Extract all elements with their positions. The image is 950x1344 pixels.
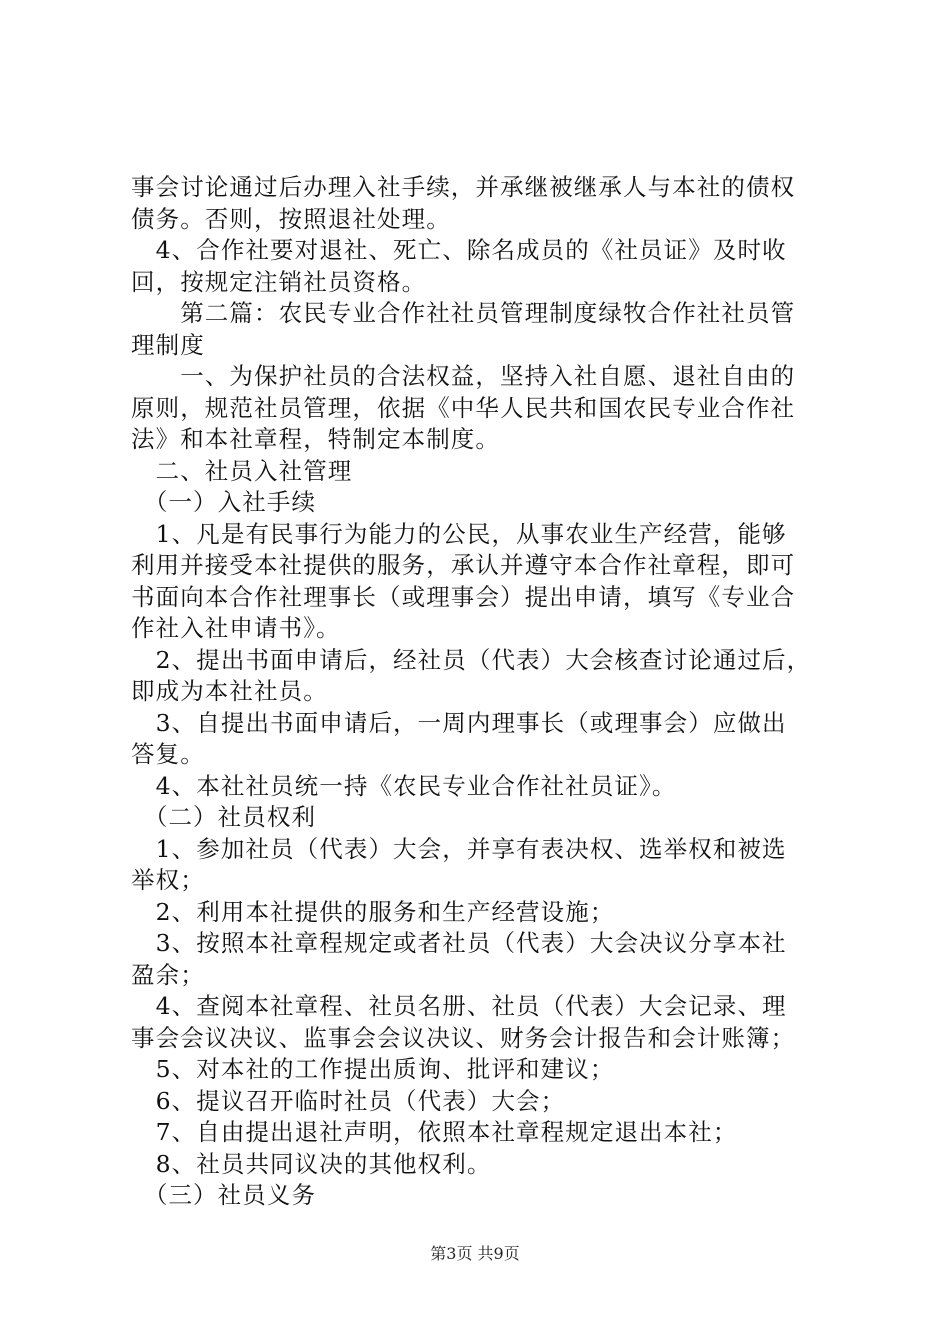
text-line: 2、利用本社提供的服务和生产经营设施； (131, 897, 615, 926)
text-line: 事会会议决议、监事会会议决议、财务会计报告和会计账簿； (131, 1023, 796, 1052)
text-line: 举权； (131, 866, 205, 894)
text-line: 利用并接受本社提供的服务，承认并遵守本合作社章程，即可 (131, 551, 796, 579)
text-line: 7、自由提出退社声明，依照本社章程规定退出本社； (131, 1118, 738, 1146)
text-line: 2、提出书面申请后，经社员（代表）大会核查讨论通过后， (131, 645, 812, 674)
subheading: 二、社员入社管理 (131, 456, 353, 485)
text-line: 债务。否则，按照退社处理。 (131, 204, 451, 233)
text-line: 5、对本社的工作提出质询、批评和建议； (131, 1055, 615, 1083)
text-line: 作社入社申请书》。 (131, 614, 341, 642)
text-line: 1、凡是有民事行为能力的公民，从事农业生产经营，能够 (131, 519, 787, 548)
document-body (131, 172, 841, 1212)
text-line: 3、按照本社章程规定或者社员（代表）大会决议分享本社 (131, 929, 787, 957)
text-line: 8、社员共同议决的其他权利。 (131, 1149, 492, 1178)
text-line: 4、合作社要对退社、死亡、除名成员的《社员证》及时收 (131, 236, 787, 264)
text-line: 回，按规定注销社员资格。 (131, 267, 427, 296)
subheading: （二）社员权利 (131, 803, 317, 831)
subheading: （三）社员义务 (131, 1181, 317, 1209)
text-line: 1、参加社员（代表）大会，并享有表决权、选举权和被选 (131, 834, 787, 863)
text-line: 6、提议召开临时社员（代表）大会； (131, 1086, 566, 1115)
subheading: （一）入社手续 (131, 488, 317, 516)
text-line: 答复。 (131, 740, 205, 768)
text-line: 4、本社社员统一持《农民专业合作社社员证》。 (131, 771, 677, 800)
text-line: 盈余； (131, 960, 205, 989)
text-line: 4、查阅本社章程、社员名册、社员（代表）大会记录、理 (131, 992, 787, 1020)
text-line: 事会讨论通过后办理入社手续，并承继被继承人与本社的债权 (131, 173, 796, 201)
text-line: 法》和本社章程，特制定本制度。 (131, 425, 500, 453)
text-line: 原则，规范社员管理，依据《中华人民共和国农民专业合作社 (131, 393, 796, 422)
section-heading: 第二篇：农民专业合作社社员管理制度绿牧合作社社员管 (131, 299, 796, 327)
text-line: 即成为本社社员。 (131, 677, 328, 705)
text-line: 一、为保护社员的合法权益，坚持入社自愿、退社自由的 (131, 362, 796, 390)
section-heading: 理制度 (131, 330, 205, 359)
text-line: 3、自提出书面申请后，一周内理事长（或理事会）应做出 (131, 708, 787, 737)
text-line: 书面向本合作社理事长（或理事会）提出申请，填写《专业合 (131, 582, 796, 611)
page-number-footer: 第3页 共9页 (430, 1244, 520, 1263)
